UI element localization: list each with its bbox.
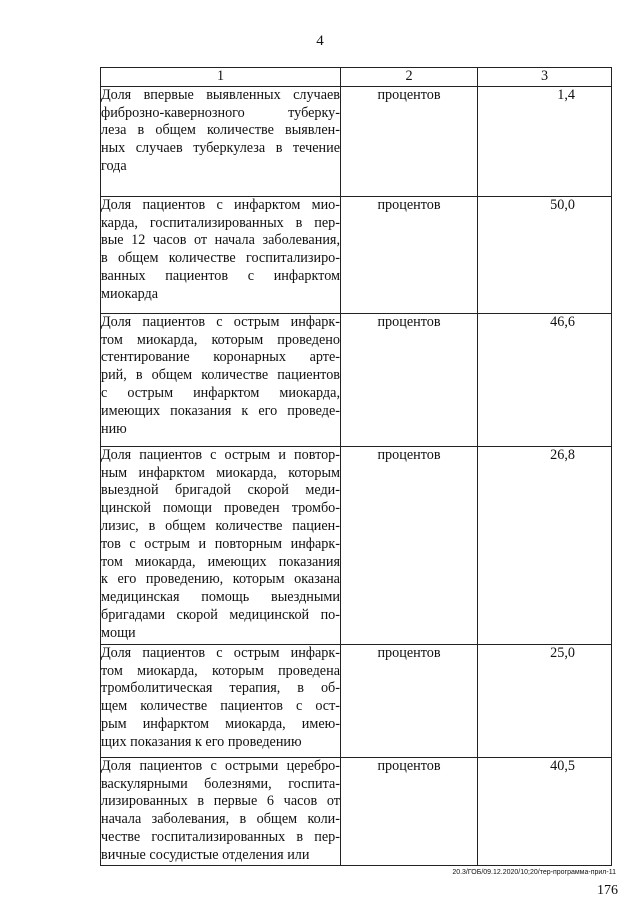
value-cell: 1,4 [478,86,612,196]
indicator-name-line: цинской помощи проведен тромбо- [101,500,340,517]
document-code: 20.3/ГОБ/09.12.2020/10;20/тер-программа-прил-11 [452,869,616,876]
unit-cell: процентов [341,446,478,644]
value-cell: 25,0 [478,644,612,757]
indicator-name-line: Доля пациентов с острым и повтор- [101,446,340,463]
indicator-name-line: том миокарда, которым проведена [101,662,340,679]
value-cell: 50,0 [478,196,612,313]
column-header-1: 1 [101,68,341,87]
indicator-name-line: васкулярными болезнями, госпита- [101,775,340,792]
indicator-name-line: щих показания к его проведению [101,733,302,750]
table-row [101,86,612,196]
indicator-name-cell [101,644,341,757]
indicator-name-line: медицинская помощь выездными [101,589,340,606]
indicator-name-line: ванных пациентов с инфарктом [101,267,340,284]
indicator-name-line: к его проведению, которым оказана [101,571,340,588]
indicator-name-line: щем количестве пациентов с ост- [101,698,340,715]
value-cell: 46,6 [478,313,612,446]
indicator-name-line: вые 12 часов от начала заболевания, [101,232,340,249]
table-row [101,313,612,446]
indicator-name-line: начала заболевания, в общем коли- [101,811,340,828]
indicator-name-line: стентирование коронарных арте- [101,349,340,366]
column-header-3: 3 [478,68,612,87]
indicator-name-line: Доля пациентов с острым инфарк- [101,313,340,330]
indicator-name-cell [101,757,341,865]
indicator-name-line: выездной бригадой скорой меди- [101,482,340,499]
indicator-name-line: Доля пациентов с инфарктом мио- [101,196,340,213]
indicator-name-line: тов с острым и повторным инфарк- [101,535,340,552]
value-cell: 40,5 [478,757,612,865]
unit-cell: процентов [341,86,478,196]
indicator-name-line: ным инфарктом миокарда, которым [101,464,340,481]
indicator-name-line: рий, в общем количестве пациентов [101,367,340,384]
indicator-name-line: рым инфарктом миокарда, имею- [101,715,340,732]
value-cell: 26,8 [478,446,612,644]
indicator-name-line: ных случаев туберкулеза в течение [101,140,340,157]
indicator-name-line: вичные сосудистые отделения или [101,846,310,863]
indicator-name-line: года [101,157,127,174]
indicator-name-line: лизированных в первые 6 часов от [101,793,340,810]
table-row [101,644,612,757]
unit-cell: процентов [341,196,478,313]
indicator-name-line: Доля пациентов с острым инфарк- [101,644,340,661]
column-header-2: 2 [341,68,478,87]
sheet-number: 176 [597,883,618,898]
indicator-name-line: мощи [101,624,136,641]
indicator-name-line: том миокарда, имеющих показания [101,553,340,570]
indicator-name-line: том миокарда, которым проведено [101,331,340,348]
unit-cell: процентов [341,313,478,446]
indicator-name-line: честве госпитализированных в пер- [101,828,340,845]
table-row [101,196,612,313]
table-row [101,757,612,865]
indicator-name-line: бригадами скорой медицинской по- [101,606,340,623]
indicator-name-cell [101,446,341,644]
unit-cell: процентов [341,757,478,865]
indicator-name-cell [101,196,341,313]
indicator-name-line: тромболитическая терапия, в об- [101,680,340,697]
indicator-name-line: с острым инфарктом миокарда, [101,384,340,401]
table-header-row [101,68,612,87]
indicator-name-line: фиброзно-кавернозного туберку- [101,104,340,121]
indicator-name-line: лизис, в общем количестве пациен- [101,517,340,534]
indicator-name-line: в общем количестве госпитализиро- [101,250,340,267]
indicator-name-line: нию [101,420,127,437]
indicator-name-cell [101,86,341,196]
indicator-name-cell [101,313,341,446]
indicator-name-line: карда, госпитализированных в пер- [101,214,340,231]
indicator-name-line: Доля пациентов с острыми церебро- [101,757,340,774]
indicator-name-line: Доля впервые выявленных случаев [101,86,340,103]
indicator-name-line: миокарда [101,285,159,302]
table-row [101,446,612,644]
unit-cell: процентов [341,644,478,757]
indicator-name-line: имеющих показания к его проведе- [101,402,340,419]
indicator-name-line: леза в общем количестве выявлен- [101,122,340,139]
page-number: 4 [316,33,324,49]
indicators-table [100,67,612,866]
